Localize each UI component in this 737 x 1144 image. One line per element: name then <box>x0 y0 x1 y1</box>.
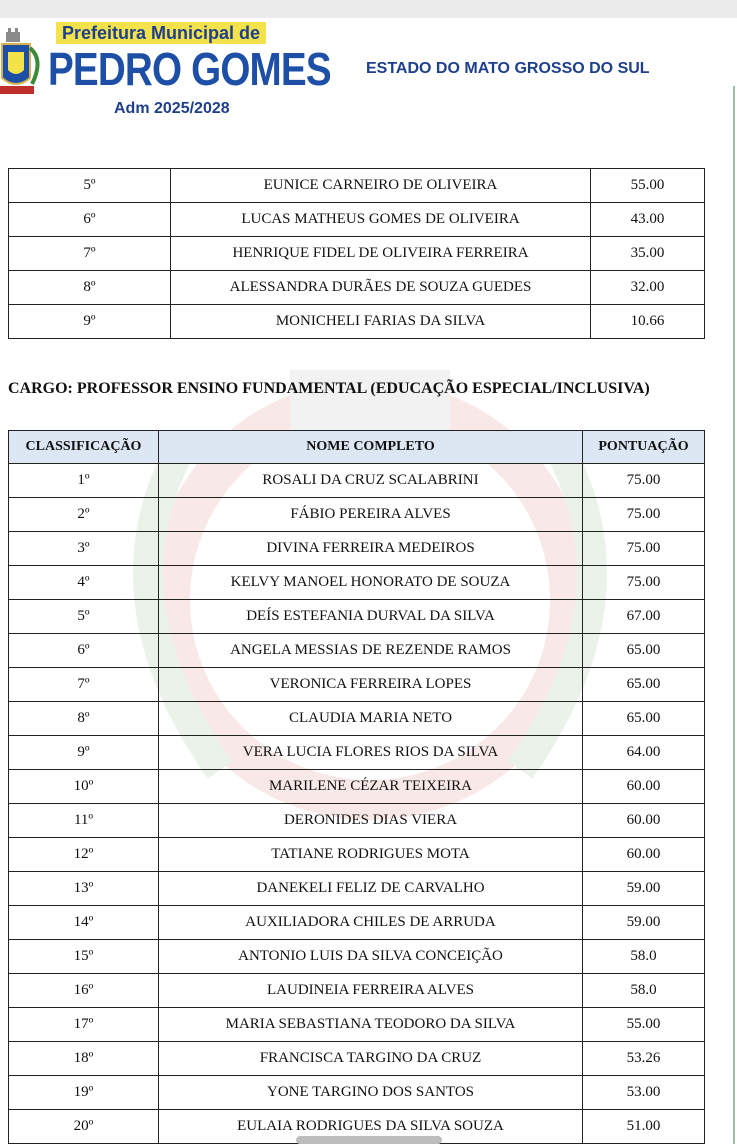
letterhead <box>0 18 737 128</box>
cell-score: 10.66 <box>591 305 705 339</box>
table-row <box>9 668 705 702</box>
cell-name: AUXILIADORA CHILES DE ARRUDA <box>159 906 583 940</box>
cell-score: 32.00 <box>591 271 705 305</box>
cell-name: DANEKELI FELIZ DE CARVALHO <box>159 872 583 906</box>
cell-score: 60.00 <box>583 838 705 872</box>
cell-position: 2º <box>9 498 159 532</box>
cell-score: 65.00 <box>583 702 705 736</box>
table-row <box>9 940 705 974</box>
cell-name: LAUDINEIA FERREIRA ALVES <box>159 974 583 1008</box>
table-row <box>9 770 705 804</box>
cell-score: 75.00 <box>583 532 705 566</box>
cell-score: 51.00 <box>583 1110 705 1144</box>
cell-name: ANTONIO LUIS DA SILVA CONCEIÇÃO <box>159 940 583 974</box>
status-bar <box>0 0 737 18</box>
administration-period: Adm 2025/2028 <box>114 100 230 117</box>
cell-name: CLAUDIA MARIA NETO <box>159 702 583 736</box>
cell-position: 7º <box>9 237 171 271</box>
table-row <box>9 1008 705 1042</box>
table-row <box>9 237 705 271</box>
cell-position: 4º <box>9 566 159 600</box>
header-nome: NOME COMPLETO <box>159 431 583 464</box>
table-row <box>9 566 705 600</box>
cell-score: 75.00 <box>583 566 705 600</box>
cell-name: ROSALI DA CRUZ SCALABRINI <box>159 464 583 498</box>
ranking-table-professor <box>8 430 705 1144</box>
cell-score: 59.00 <box>583 906 705 940</box>
cell-position: 6º <box>9 634 159 668</box>
cell-position: 17º <box>9 1008 159 1042</box>
header-pontuacao: PONTUAÇÃO <box>583 431 705 464</box>
table-row <box>9 305 705 339</box>
table-row <box>9 838 705 872</box>
cell-score: 59.00 <box>583 872 705 906</box>
table-row <box>9 203 705 237</box>
cell-score: 58.0 <box>583 974 705 1008</box>
page-edge-rule <box>733 86 735 1144</box>
cell-score: 55.00 <box>591 169 705 203</box>
table-row <box>9 271 705 305</box>
cell-position: 1º <box>9 464 159 498</box>
cell-name: MARILENE CÉZAR TEIXEIRA <box>159 770 583 804</box>
table-row <box>9 804 705 838</box>
cell-score: 65.00 <box>583 634 705 668</box>
header-classificacao: CLASSIFICAÇÃO <box>9 431 159 464</box>
cell-name: LUCAS MATHEUS GOMES DE OLIVEIRA <box>171 203 591 237</box>
cell-score: 58.0 <box>583 940 705 974</box>
cell-name: DEÍS ESTEFANIA DURVAL DA SILVA <box>159 600 583 634</box>
ranking-table-previous <box>8 168 705 339</box>
state-name: ESTADO DO MATO GROSSO DO SUL <box>366 60 650 77</box>
cell-score: 60.00 <box>583 804 705 838</box>
table-row <box>9 634 705 668</box>
cell-name: KELVY MANOEL HONORATO DE SOUZA <box>159 566 583 600</box>
cell-position: 8º <box>9 271 171 305</box>
cell-name: EULAIA RODRIGUES DA SILVA SOUZA <box>159 1110 583 1144</box>
cell-name: FÁBIO PEREIRA ALVES <box>159 498 583 532</box>
cell-name: DERONIDES DIAS VIERA <box>159 804 583 838</box>
cell-name: ALESSANDRA DURÃES DE SOUZA GUEDES <box>171 271 591 305</box>
cell-name: ANGELA MESSIAS DE REZENDE RAMOS <box>159 634 583 668</box>
cell-score: 64.00 <box>583 736 705 770</box>
cell-position: 11º <box>9 804 159 838</box>
table-row <box>9 736 705 770</box>
cell-score: 55.00 <box>583 1008 705 1042</box>
table-row <box>9 906 705 940</box>
table-row <box>9 1042 705 1076</box>
cell-name: MARIA SEBASTIANA TEODORO DA SILVA <box>159 1008 583 1042</box>
cell-position: 14º <box>9 906 159 940</box>
cell-score: 60.00 <box>583 770 705 804</box>
cell-score: 75.00 <box>583 498 705 532</box>
cell-score: 75.00 <box>583 464 705 498</box>
cell-position: 18º <box>9 1042 159 1076</box>
table-row <box>9 974 705 1008</box>
cell-name: MONICHELI FARIAS DA SILVA <box>171 305 591 339</box>
cell-score: 65.00 <box>583 668 705 702</box>
cell-score: 35.00 <box>591 237 705 271</box>
cell-position: 20º <box>9 1110 159 1144</box>
cell-position: 15º <box>9 940 159 974</box>
cargo-heading: CARGO: PROFESSOR ENSINO FUNDAMENTAL (EDUCAÇÃO ESPECIAL/INCLUSIVA) <box>8 380 650 397</box>
cell-position: 3º <box>9 532 159 566</box>
coat-of-arms-icon <box>0 26 46 118</box>
cell-position: 8º <box>9 702 159 736</box>
cell-name: VERA LUCIA FLORES RIOS DA SILVA <box>159 736 583 770</box>
cell-position: 9º <box>9 736 159 770</box>
table-row <box>9 498 705 532</box>
table-row <box>9 600 705 634</box>
cell-name: HENRIQUE FIDEL DE OLIVEIRA FERREIRA <box>171 237 591 271</box>
city-name: PEDRO GOMES <box>48 43 331 95</box>
table-row <box>9 702 705 736</box>
cell-name: YONE TARGINO DOS SANTOS <box>159 1076 583 1110</box>
cell-name: FRANCISCA TARGINO DA CRUZ <box>159 1042 583 1076</box>
cell-position: 12º <box>9 838 159 872</box>
table-row <box>9 169 705 203</box>
prefeitura-label: Prefeitura Municipal de <box>56 22 266 44</box>
table-row <box>9 532 705 566</box>
cell-position: 6º <box>9 203 171 237</box>
cell-position: 13º <box>9 872 159 906</box>
cell-name: TATIANE RODRIGUES MOTA <box>159 838 583 872</box>
cell-position: 9º <box>9 305 171 339</box>
cell-score: 53.26 <box>583 1042 705 1076</box>
cell-position: 10º <box>9 770 159 804</box>
cell-position: 5º <box>9 169 171 203</box>
cell-name: VERONICA FERREIRA LOPES <box>159 668 583 702</box>
cell-name: DIVINA FERREIRA MEDEIROS <box>159 532 583 566</box>
cell-position: 19º <box>9 1076 159 1110</box>
cell-score: 43.00 <box>591 203 705 237</box>
table-header-row <box>9 431 705 464</box>
cell-position: 16º <box>9 974 159 1008</box>
table-row <box>9 872 705 906</box>
cell-score: 53.00 <box>583 1076 705 1110</box>
cell-position: 7º <box>9 668 159 702</box>
table-row <box>9 464 705 498</box>
cell-score: 67.00 <box>583 600 705 634</box>
cell-position: 5º <box>9 600 159 634</box>
cell-name: EUNICE CARNEIRO DE OLIVEIRA <box>171 169 591 203</box>
table-row <box>9 1076 705 1110</box>
home-indicator[interactable] <box>296 1136 442 1144</box>
